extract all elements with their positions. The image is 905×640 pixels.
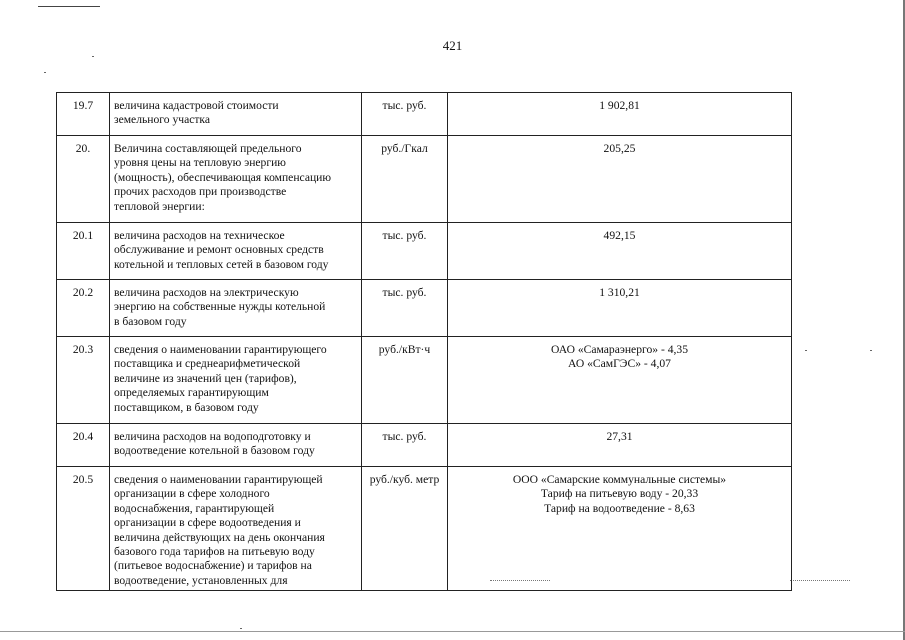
row-description: величина расходов на электрическую энергию на собственные нужды котельной в базовом году: [110, 280, 362, 337]
scan-artifact-top: [38, 6, 100, 7]
row-number: 20.5: [57, 467, 110, 591]
row-description: величина расходов на водоподготовку и водоотведение котельной в базовом году: [110, 424, 362, 467]
row-description: сведения о наименовании гарантирующей организации в сфере холодного водоснабжения, гарантирующей организации в сфере водоотведения и величина действующих на день окончания базового года тарифов на питьевую воду (питьевое водоснабжение) и тарифов на водоотведение, установленных для: [110, 467, 362, 591]
row-value: 1 902,81: [448, 93, 792, 136]
row-unit: руб./кВт·ч: [362, 337, 448, 424]
row-number: 20.4: [57, 424, 110, 467]
table-row: [57, 93, 792, 136]
table-row: [57, 337, 792, 424]
scan-speck: [240, 628, 242, 629]
scan-dotted-artifact: [790, 580, 850, 582]
row-number: 20.1: [57, 223, 110, 280]
table-row: [57, 280, 792, 337]
table-row: [57, 223, 792, 280]
scan-speck: [805, 350, 807, 351]
row-number: 20.3: [57, 337, 110, 424]
scan-artifact-bottom: [0, 631, 905, 632]
row-value: 205,25: [448, 136, 792, 223]
row-description: Величина составляющей предельного уровня цены на тепловую энергию (мощность), обеспечивающая компенсацию прочих расходов при производстве тепловой энергии:: [110, 136, 362, 223]
row-description: величина расходов на техническое обслуживание и ремонт основных средств котельной и тепловых сетей в базовом году: [110, 223, 362, 280]
row-unit: руб./Гкал: [362, 136, 448, 223]
table-row: [57, 467, 792, 591]
row-unit: тыс. руб.: [362, 280, 448, 337]
row-value: 1 310,21: [448, 280, 792, 337]
row-unit: тыс. руб.: [362, 93, 448, 136]
row-value: 27,31: [448, 424, 792, 467]
scan-speck: [870, 350, 872, 351]
row-value: ОАО «Самараэнерго» - 4,35 АО «СамГЭС» - 4,07: [448, 337, 792, 424]
table-row: [57, 136, 792, 223]
table-row: [57, 424, 792, 467]
scan-speck: [92, 56, 94, 57]
scan-speck: [44, 72, 46, 73]
row-unit: тыс. руб.: [362, 223, 448, 280]
row-unit: тыс. руб.: [362, 424, 448, 467]
row-number: 20.: [57, 136, 110, 223]
row-number: 20.2: [57, 280, 110, 337]
row-description: сведения о наименовании гарантирующего поставщика и среднеарифметической величине из значений цен (тарифов), определяемых гарантирующим поставщиком, в базовом году: [110, 337, 362, 424]
tariff-parameters-table: [56, 92, 792, 591]
row-value: ООО «Самарские коммунальные системы» Тариф на питьевую воду - 20,33 Тариф на водоотведение - 8,63: [448, 467, 792, 591]
page-number: 421: [442, 38, 463, 53]
row-description: величина кадастровой стоимости земельного участка: [110, 93, 362, 136]
row-value: 492,15: [448, 223, 792, 280]
row-unit: руб./куб. метр: [362, 467, 448, 591]
row-number: 19.7: [57, 93, 110, 136]
